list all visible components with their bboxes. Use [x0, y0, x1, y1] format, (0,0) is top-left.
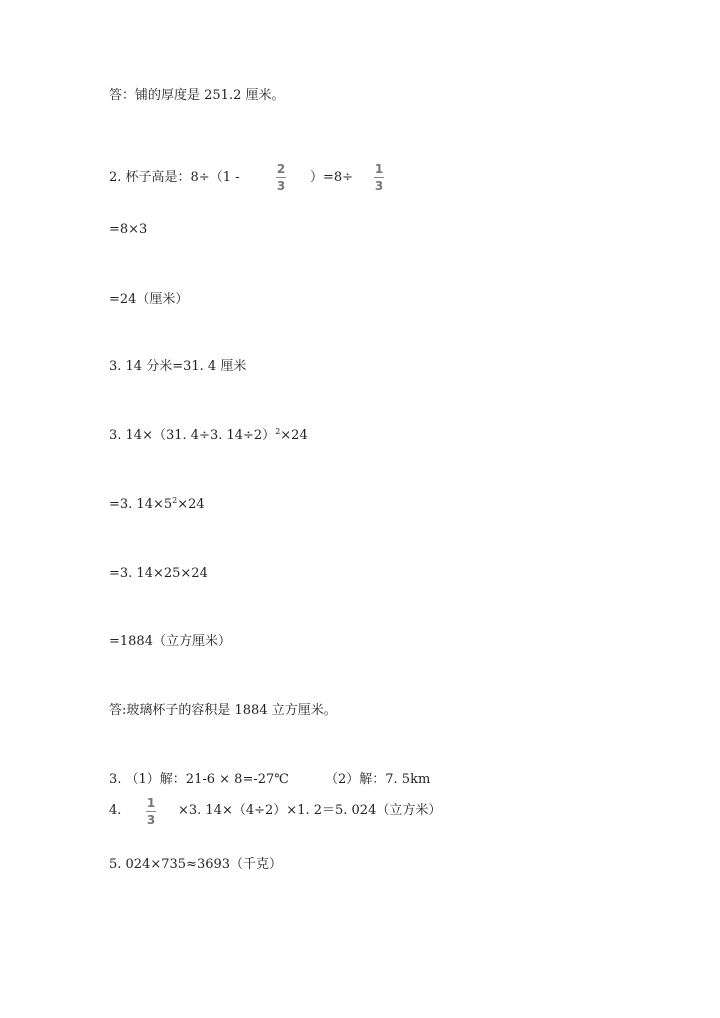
- answer-cup-volume: 答:玻璃杯子的容积是 1884 立方厘米。: [109, 703, 337, 718]
- result-24-cm: =24（厘米）: [109, 292, 189, 307]
- fraction-two-thirds: [276, 163, 286, 192]
- volume-step-product: =3. 14×25×24: [109, 566, 208, 581]
- fraction-denominator: 3: [146, 813, 156, 827]
- volume-formula-suffix: ×24: [280, 428, 308, 443]
- step-2-middle: ）=8÷: [310, 170, 354, 185]
- step-2-cup-height: [109, 170, 240, 186]
- fraction-one-third: [374, 163, 384, 192]
- mass-result: 5. 024×735≈3693（千克）: [109, 857, 283, 872]
- answer-thickness: 答：铺的厚度是 251.2 厘米。: [109, 88, 285, 103]
- fraction-numerator: 1: [146, 796, 156, 810]
- fraction-numerator: 2: [276, 162, 286, 176]
- fraction-one-third: [146, 797, 156, 826]
- problem-4-formula: ×3. 14×（4÷2）×1. 2＝5. 024（立方米）: [178, 803, 442, 818]
- square-superscript: 2: [172, 496, 178, 505]
- volume-step-prefix: =3. 14×5: [109, 497, 173, 512]
- fraction-numerator: 1: [374, 162, 384, 176]
- volume-formula-main: 3. 14×（31. 4÷3. 14÷2）: [109, 428, 276, 443]
- fraction-denominator: 3: [374, 179, 384, 193]
- unit-conversion: 3. 14 分米=31. 4 厘米: [109, 359, 247, 374]
- fraction-bar: [146, 811, 156, 812]
- problem-4-label: 4.: [109, 803, 122, 818]
- volume-step-suffix: ×24: [177, 497, 205, 512]
- problem-3-solution-2: （2）解：7. 5km: [325, 772, 431, 787]
- square-superscript: 2: [275, 427, 281, 436]
- fraction-bar: [374, 177, 384, 178]
- volume-formula: [109, 428, 308, 445]
- step-2-prefix: 2. 杯子高是：8÷（1 -: [109, 170, 240, 185]
- step-times-three: =8×3: [109, 222, 148, 237]
- fraction-denominator: 3: [276, 179, 286, 193]
- fraction-bar: [276, 177, 286, 178]
- volume-step-square: [109, 497, 205, 514]
- problem-3-solution-1: 3. （1）解：21-6 × 8=-27℃: [109, 772, 289, 787]
- volume-result: =1884（立方厘米）: [109, 634, 231, 649]
